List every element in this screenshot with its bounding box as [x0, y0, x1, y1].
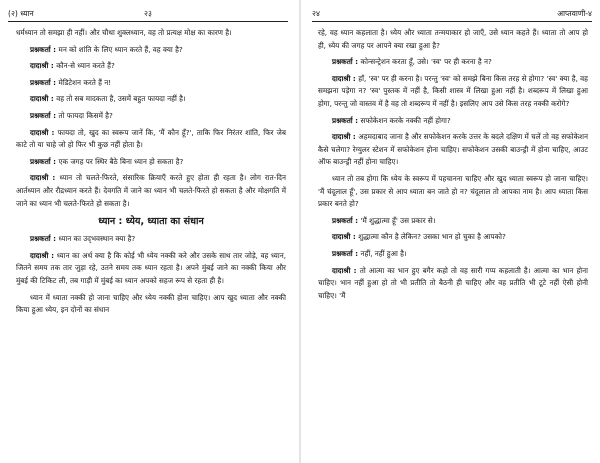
- dialogue-paragraph: दादाश्री : अहमदाबाद जाना है और सफोकेशन करके उत्तर के बदले दक्षिण में चलें तो वह सफोकेशन कैसे चलेगा? रेग्युलर स्टेशन में सफोकेशन होना चाहिए। सफोकेशन उसकी बाउन्ड्री में होना चाहिए, आउट ऑफ बाउन्ड्री नहीं होना चाहिए।: [318, 132, 588, 167]
- dialogue-paragraph: दादाश्री : वह तो सब मादकता है, उसमें बहुत फायदा नहीं है।: [30, 94, 186, 104]
- speaker-label: दादाश्री: [332, 265, 351, 275]
- dialogue-text: सफोकेशन करके नक्की नहीं होगा?: [360, 115, 451, 125]
- speaker-label: प्रश्नकर्ता: [30, 77, 51, 87]
- speaker-label: प्रश्नकर्ता: [30, 234, 51, 244]
- dialogue-paragraph: दादाश्री : तो आत्मा का भान हुए बगैर कहो तो वह सारी गप्प कहलाती है। आत्मा का भान होना चाहिए। भान नहीं हुआ हो तो भी प्रतीति तो बैठनी ही चाहिए और वह प्रतीति भी टूटे नहीं ऐसी होनी चाहिए। 'मैं: [318, 265, 588, 300]
- dialogue-text: कोन्सन्ट्रेशन करता हूँ, उसे। 'स्व' पर ही करना है न?: [360, 57, 492, 67]
- chapter-title: (२) ध्यान: [8, 9, 34, 18]
- left-page: [0, 0, 296, 463]
- left-paragraphs-after-heading: [16, 233, 286, 317]
- speaker-label: प्रश्नकर्ता: [332, 248, 353, 258]
- right-page-header: [312, 7, 592, 22]
- speaker-label: प्रश्नकर्ता: [332, 215, 353, 225]
- dialogue-text: मन को शांति के लिए ध्यान करते हैं, वह क्या है?: [58, 44, 183, 54]
- speaker-label: प्रश्नकर्ता: [30, 44, 51, 54]
- dialogue-paragraph: प्रश्नकर्ता : नहीं, नहीं हुआ है।: [332, 248, 407, 258]
- dialogue-text: हाँ, 'स्व' पर ही करना है। परन्तु 'स्व' को समझे बिना किस तरह से होगा? 'स्व' क्या है, वह समझना पड़ेगा न? 'स्व' पुस्तक में नहीं है, किसी शास्त्र में लिखा हुआ नहीं है। शब्दरूप में लिखा हुआ होगा, परन्तु जो वास्तव में है वह तो शब्दरूप में नहीं है। इसलिए आप उसे किस तरह नक्की करोगे?: [318, 73, 588, 108]
- dialogue-text: वह तो सब मादकता है, उसमें बहुत फायदा नहीं है।: [56, 94, 186, 104]
- text-paragraph: ध्यान में ध्याता नक्की हो जाना चाहिए और ध्येय नक्की होना चाहिए। आप खुद ध्याता और नक्की किया हुआ ध्येय, इन दोनों का संधान: [16, 292, 286, 315]
- speaker-label: प्रश्नकर्ता: [30, 156, 51, 166]
- dialogue-text: कौन-से ध्यान करते हैं?: [56, 61, 115, 71]
- dialogue-paragraph: प्रश्नकर्ता : मेडिटेशन करते हैं न!: [30, 77, 112, 87]
- page-number: २३: [144, 9, 152, 18]
- dialogue-text: फायदा तो, खुद का स्वरूप जानें कि, 'मैं कौन हूँ?', ताकि फिर निरंतर शांति, फिर जेब काटे तो या चाहे जो हो फिर भी कुछ नहीं होता है।: [16, 127, 286, 150]
- left-page-header: [8, 7, 288, 22]
- speaker-label: दादाश्री: [332, 73, 351, 83]
- dialogue-paragraph: प्रश्नकर्ता : एक जगह पर स्थिर बैठे बिना ध्यान हो सकता है?: [30, 156, 184, 166]
- dialogue-paragraph: दादाश्री : हाँ, 'स्व' पर ही करना है। परन्तु 'स्व' को समझे बिना किस तरह से होगा? 'स्व' क्या है, वह समझना पड़ेगा न? 'स्व' पुस्तक में नहीं है, किसी शास्त्र में लिखा हुआ नहीं है। शब्दरूप में लिखा हुआ होगा, परन्तु जो वास्तव में है वह तो शब्दरूप में नहीं है। इसलिए आप उसे किस तरह नक्की करोगे?: [318, 73, 588, 108]
- speaker-label: दादाश्री: [30, 250, 49, 260]
- speaker-label: दादाश्री: [30, 61, 49, 71]
- left-paragraphs: [16, 27, 286, 210]
- speaker-label: प्रश्नकर्ता: [332, 57, 353, 67]
- text-paragraph: रहे, वह ध्यान कहलाता है। ध्येय और ध्याता तन्मयाकार हो जाएँ, उसे ध्यान कहते हैं। ध्याता तो आप हो ही, ध्येय की जगह पर आपने क्या रखा हुआ है?: [318, 28, 588, 50]
- text-paragraph: ध्यान तो तब होगा कि ध्येय के स्वरूप में पहचानना चाहिए और खुद ध्याता स्वरूप हो जाना चाहिए। 'मैं चंदूलाल हूँ', उस प्रकार से आप ध्याता बन जाते हो न? चंदूलाल तो आपका नाम है। आप ध्याता किस प्रकार बनते हो?: [318, 173, 588, 209]
- dialogue-paragraph: प्रश्नकर्ता : मन को शांति के लिए ध्यान करते हैं, वह क्या है?: [30, 44, 183, 54]
- speaker-label: प्रश्नकर्ता: [30, 110, 51, 120]
- dialogue-paragraph: प्रश्नकर्ता : 'मैं शुद्धात्मा हूँ' उस प्रकार से।: [332, 215, 436, 225]
- dialogue-paragraph: प्रश्नकर्ता : सफोकेशन करके नक्की नहीं होगा?: [332, 115, 451, 125]
- dialogue-text: शुद्धात्मा कौन है लेकिन? उसका भान हो चुका है आपको?: [358, 232, 506, 242]
- dialogue-paragraph: दादाश्री : फायदा तो, खुद का स्वरूप जानें कि, 'मैं कौन हूँ?', ताकि फिर निरंतर शांति, फिर जेब काटे तो या चाहे जो हो फिर भी कुछ नहीं होता है।: [16, 127, 286, 150]
- dialogue-text: ध्यान तो चलते-फिरते, संसारिक क्रियाएँ करते हुए होता ही रहता है। लोग रात-दिन आर्तध्यान और रौद्रध्यान करते हैं। देवगति में जाने का ध्यान भी चलते-फिरते हो सकता है और मोक्षगति में जाने का ध्यान भी चलते-फिरते हो सकता है।: [16, 173, 286, 208]
- left-page-body: [16, 27, 286, 463]
- dialogue-text: नहीं, नहीं हुआ है।: [360, 248, 407, 258]
- dialogue-paragraph: दादाश्री : कौन-से ध्यान करते हैं?: [30, 61, 115, 71]
- dialogue-text: मेडिटेशन करते हैं न!: [58, 77, 112, 87]
- right-page: [304, 0, 600, 463]
- dialogue-text: ध्यान का अर्थ क्या है कि कोई भी ध्येय नक्की करे और उसके साथ तार जोड़े, वह ध्यान, जितने समय तक तार जुड़ा रहे, उतने समय तक ध्यान रहता है। अपने मुंबई जाने का नक्की किया और मुंबई की टिकिट ली, तब गाड़ी में मुंबई का ध्यान अपको सहज रूप से रहता ही है।: [16, 250, 286, 285]
- dialogue-paragraph: प्रश्नकर्ता : कोन्सन्ट्रेशन करता हूँ, उसे। 'स्व' पर ही करना है न?: [332, 57, 492, 67]
- speaker-label: प्रश्नकर्ता: [332, 115, 353, 125]
- dialogue-paragraph: प्रश्नकर्ता : तो फायदा किसमें है?: [30, 110, 113, 120]
- text-paragraph: धर्मध्यान तो समझा ही नहीं। और चौथा शुक्लध्यान, वह तो प्रत्यक्ष मोक्ष का कारण है।: [16, 28, 232, 37]
- dialogue-paragraph: दादाश्री : शुद्धात्मा कौन है लेकिन? उसका भान हो चुका है आपको?: [332, 232, 506, 242]
- right-page-body: [318, 27, 588, 463]
- dialogue-text: अहमदाबाद जाना है और सफोकेशन करके उत्तर के बदले दक्षिण में चलें तो वह सफोकेशन कैसे चलेगा? रेग्युलर स्टेशन में सफोकेशन होना चाहिए। सफोकेशन उसकी बाउन्ड्री में होना चाहिए, आउट ऑफ बाउन्ड्री नहीं होना चाहिए।: [318, 132, 588, 167]
- dialogue-text: ध्यान का उद्‌भवस्थान क्या है?: [58, 234, 136, 244]
- dialogue-text: तो आत्मा का भान हुए बगैर कहो तो वह सारी गप्प कहलाती है। आत्मा का भान होना चाहिए। भान नहीं हुआ हो तो भी प्रतीति तो बैठनी ही चाहिए और वह प्रतीति भी टूटे नहीं ऐसी होनी चाहिए। 'मैं: [318, 265, 588, 300]
- right-paragraphs: [318, 27, 588, 302]
- speaker-label: दादाश्री: [30, 173, 49, 183]
- dialogue-text: एक जगह पर स्थिर बैठे बिना ध्यान हो सकता है?: [58, 156, 184, 166]
- speaker-label: दादाश्री: [332, 132, 351, 142]
- dialogue-text: तो फायदा किसमें है?: [58, 110, 113, 120]
- dialogue-text: 'मैं शुद्धात्मा हूँ' उस प्रकार से।: [360, 215, 436, 225]
- dialogue-paragraph: दादाश्री : ध्यान तो चलते-फिरते, संसारिक क्रियाएँ करते हुए होता ही रहता है। लोग रात-दिन आर्तध्यान और रौद्रध्यान करते हैं। देवगति में जाने का ध्यान भी चलते-फिरते हो सकता है और मोक्षगति में जाने का ध्यान भी चलते-फिरते हो सकता है।: [16, 173, 286, 208]
- speaker-label: दादाश्री: [332, 232, 351, 242]
- dialogue-paragraph: दादाश्री : ध्यान का अर्थ क्या है कि कोई भी ध्येय नक्की करे और उसके साथ तार जोड़े, वह ध्यान, जितने समय तक तार जुड़ा रहे, उतने समय तक ध्यान रहता है। अपने मुंबई जाने का नक्की किया और मुंबई की टिकिट ली, तब गाड़ी में मुंबई का ध्यान अपको सहज रूप से रहता ही है।: [16, 250, 286, 285]
- speaker-label: दादाश्री: [30, 94, 49, 104]
- page-number: २४: [312, 9, 320, 18]
- book-title: आप्तवाणी-४: [557, 9, 592, 18]
- section-heading: ध्यान : ध्येय, ध्याता का संधान: [98, 216, 204, 228]
- dialogue-paragraph: प्रश्नकर्ता : ध्यान का उद्‌भवस्थान क्या है?: [30, 234, 136, 244]
- speaker-label: दादाश्री: [30, 127, 49, 137]
- page-gutter: [299, 0, 301, 463]
